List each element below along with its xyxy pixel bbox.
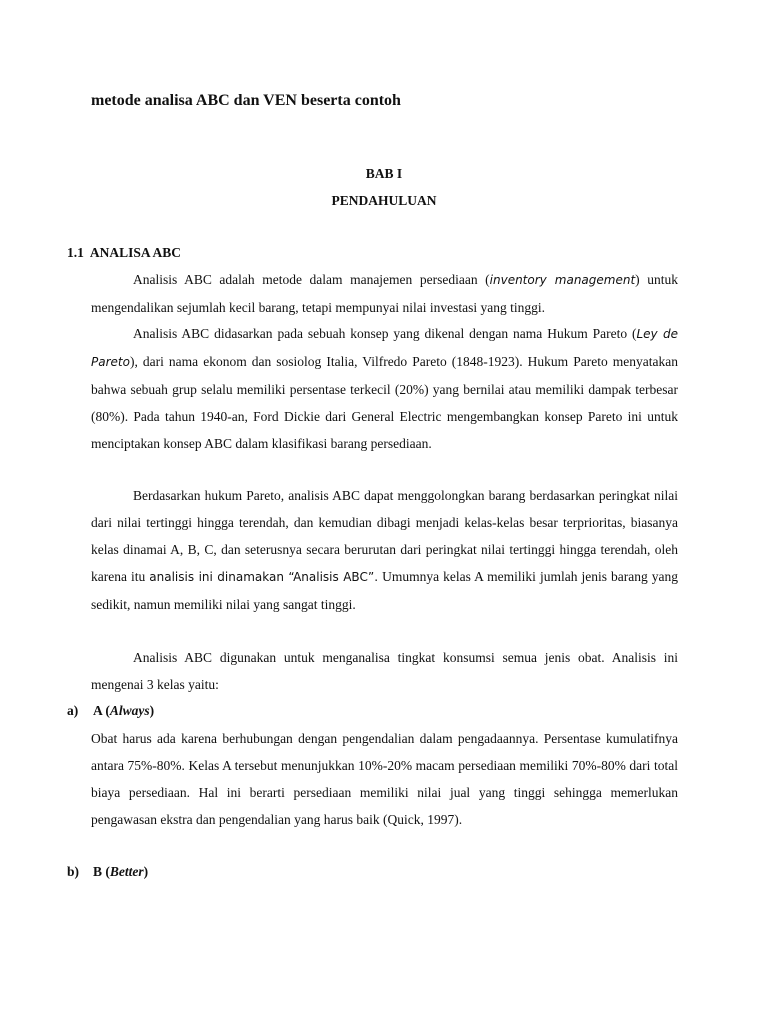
p2-text-b: ), dari nama ekonom dan sosiolog Italia, Vilfredo Pareto (1848-1923). Hukum Pareto menyatakan bahwa sebuah grup selalu memiliki persentase terkecil (20%) yang bernilai atau memiliki dampak terbesar (80%). Pada tahun 1940-an, Ford Dickie dari General Electric mengembangkan konsep Pareto ini untuk menciptakan konsep ABC dalam klasifikasi barang persediaan. xyxy=(91,354,678,451)
p3-text-b: Umumnya kelas A memiliki jumlah jenis barang yang sedikit, namun memiliki nilai yang sangat tinggi. xyxy=(91,569,678,612)
paragraph-abc-definition xyxy=(91,266,678,321)
class-a-term: Always xyxy=(109,703,150,718)
paragraph-pareto xyxy=(91,320,678,457)
p3-text-a: Berdasarkan hukum Pareto, analisis ABC dapat menggolongkan barang berdasarkan peringkat nilai dari nilai tertinggi hingga terendah, dan kemudian dibagi menjadi kelas-kelas besar terprioritas, biasanya kelas dinamai A, B, C, dan seterusnya secara berurutan dari peringkat nilai tertinggi hingga terendah, oleh karena itu xyxy=(91,488,678,584)
section-number: 1.1 xyxy=(67,245,84,260)
p1-text-a: Analisis ABC adalah metode dalam manajemen persediaan ( xyxy=(133,272,490,287)
list-item-a-heading xyxy=(67,703,154,719)
class-b-close: ) xyxy=(143,864,149,879)
paragraph-classification xyxy=(91,482,678,618)
section-title: ANALISA ABC xyxy=(89,245,182,260)
paragraph-usage: Analisis ABC digunakan untuk menganalisa tingkat konsumsi semua jenis obat. Analisis ini mengenai 3 kelas yaitu: xyxy=(91,650,678,692)
class-a-close: ) xyxy=(149,703,155,718)
p1-text-b: ) untuk mengendalikan sejumlah kecil barang, tetapi mempunyai nilai investasi yang tinggi. xyxy=(91,272,678,315)
document-title: metode analisa ABC dan VEN beserta contoh xyxy=(91,92,401,109)
class-b-term: Better xyxy=(109,864,144,879)
list-label-b: b) xyxy=(67,864,80,879)
p2-text-a: Analisis ABC didasarkan pada sebuah konsep yang dikenal dengan nama Hukum Pareto ( xyxy=(133,326,637,341)
paragraph-class-a: Obat harus ada karena berhubungan dengan pengendalian dalam pengadaannya. Persentase kumulatifnya antara 75%-80%. Kelas A tersebut menunjukkan 10%-20% macam persediaan memiliki 70%-80% dari total biaya persediaan. Hal ini berarti persediaan memiliki nilai jual yang tinggi sehingga memerlukan pengawasan ekstra dan pengendalian yang harus baik (Quick, 1997). xyxy=(91,731,678,827)
class-a-name: A ( xyxy=(93,703,110,718)
p1-italic-term: inventory management xyxy=(489,273,636,287)
p3-sans-text: analisis ini dinamakan “Analisis ABC”. xyxy=(149,570,379,584)
chapter-title: PENDAHULUAN xyxy=(331,193,437,208)
list-label-a: a) xyxy=(67,703,79,718)
class-b-name: B ( xyxy=(93,864,110,879)
chapter-number: BAB I xyxy=(365,166,403,181)
list-item-b-heading xyxy=(67,864,148,880)
section-heading xyxy=(67,245,181,261)
p2-italic-term: Ley de Pareto xyxy=(91,327,678,369)
